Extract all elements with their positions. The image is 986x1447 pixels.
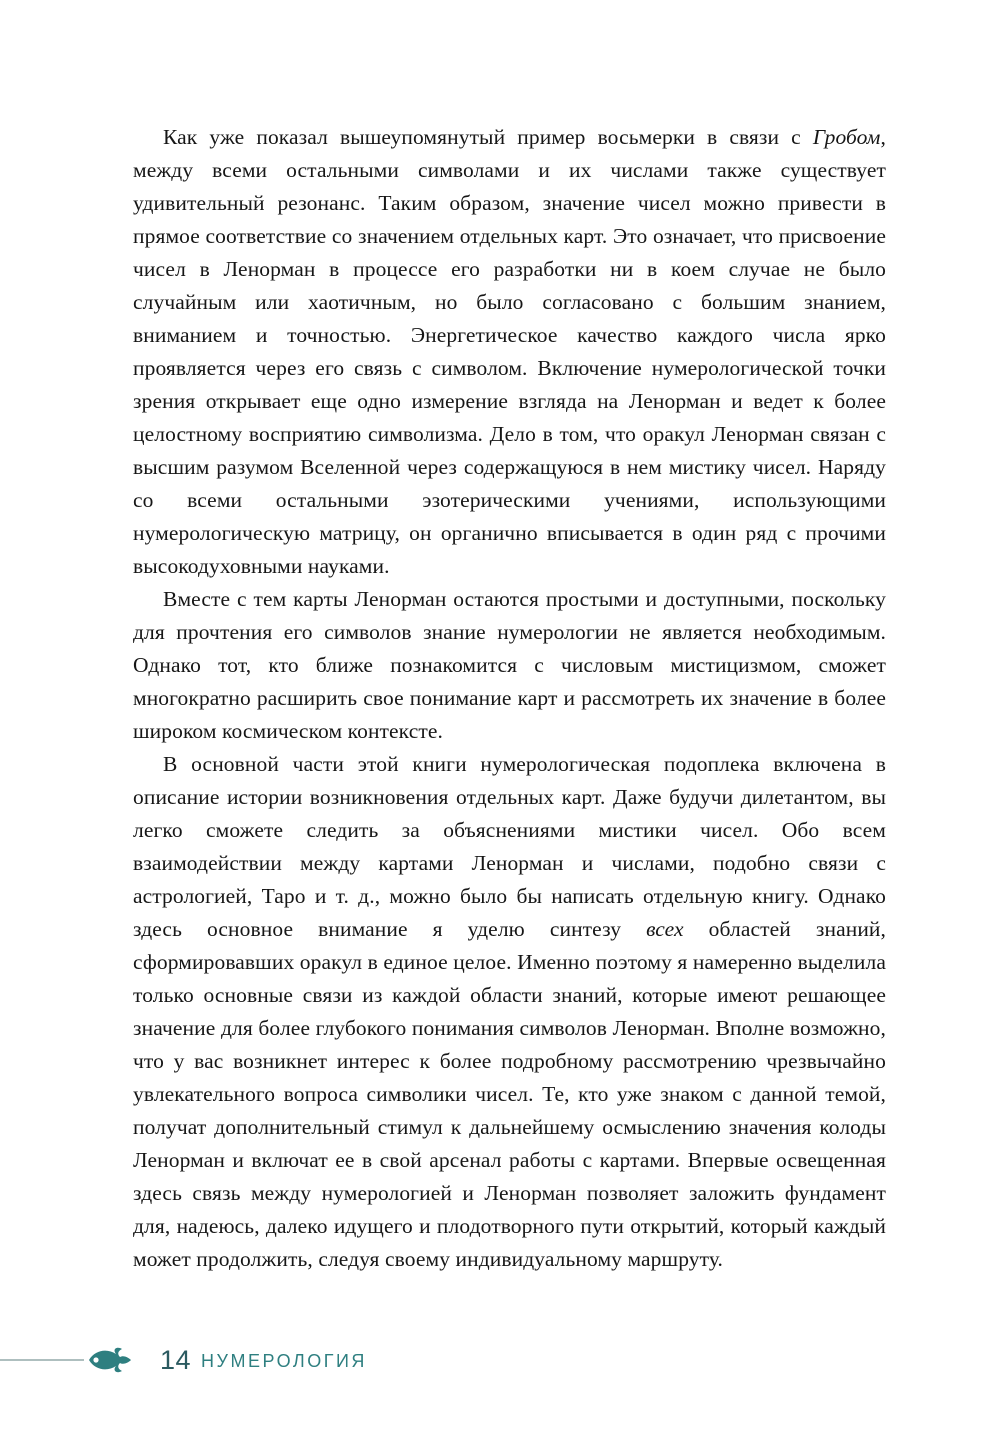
text-run: областей знаний, сформировавших оракул в единое целое. Именно поэтому я намеренно выделила только основные связи из каждой области знаний, которые имеют решающее значение для более глубокого понимания символов Ленорман. Вполне возможно, что у вас возникнет интерес к более подробному рассмотрению чрезвычайно увлекательного вопроса символики чисел. Те, кто уже знаком с данной темой, получат дополнительный стимул к дальнейшему осмыслению значения колоды Ленорман и включат ее в свой арсенал работы с картами. Впервые освещенная здесь связь между нумерологией и Ленорман позволяет заложить фундамент для, надеюсь, далеко идущего и плодотворного пути открытий, который каждый может продолжить, следуя своему индивидуальному маршруту. — [133, 917, 887, 1271]
footer-divider — [0, 1359, 84, 1361]
section-title: НУМЕРОЛОГИЯ — [201, 1351, 367, 1371]
page-number: 14 — [160, 1344, 192, 1375]
paragraph — [133, 583, 886, 748]
body-text — [133, 121, 886, 1276]
page-footer — [0, 1340, 986, 1380]
text-run: , между всеми остальными символами и их числами также существует удивительный резонанс. Таким образом, значение чисел можно привести в прямое соответствие со значением отдельных карт. Это означает, что присвоение чисел в Ленорман в процессе его разработки ни в коем случае не было случайным или хаотичным, но было согласовано с большим знанием, вниманием и точностью. Энергетическое качество каждого числа ярко проявляется через его связь с символом. Включение нумерологической точки зрения открывает еще одно измерение взгляда на Ленорман и ведет к более целостному восприятию символизма. Дело в том, что оракул Ленорман связан с высшим разумом Вселенной через содержащуюся в нем мистику чисел. Наряду со всеми остальными эзотерическими учениями, использующими нумерологическую матрицу, он органично вписывается в один ряд с прочими высокодуховными науками. — [133, 125, 886, 578]
italic-run: всех — [646, 917, 684, 941]
fleuron-ornament-icon — [86, 1344, 134, 1376]
text-run: Как уже показал вышеупомянутый пример восьмерки в связи с — [163, 125, 813, 149]
italic-run: Гробом — [812, 125, 881, 149]
paragraph — [133, 121, 886, 583]
text-run: В основной части этой книги нумерологическая подоплека включена в описание истории возникновения отдельных карт. Даже будучи дилетантом, вы легко сможете следить за объяснениями мистики чисел. Обо всем взаимодействии между картами Ленорман и числами, подобно связи с астрологией, Таро и т. д., можно было бы написать отдельную книгу. Однако здесь основное внимание я уделю синтезу — [133, 752, 886, 941]
paragraph — [133, 748, 886, 1276]
text-run: Вместе с тем карты Ленорман остаются простыми и доступными, поскольку для прочтения его символов знание нумерологии не является необходимым. Однако тот, кто ближе познакомится с числовым мистицизмом, сможет многократно расширить свое понимание карт и рассмотреть их значение в более широком космическом контексте. — [133, 587, 886, 743]
